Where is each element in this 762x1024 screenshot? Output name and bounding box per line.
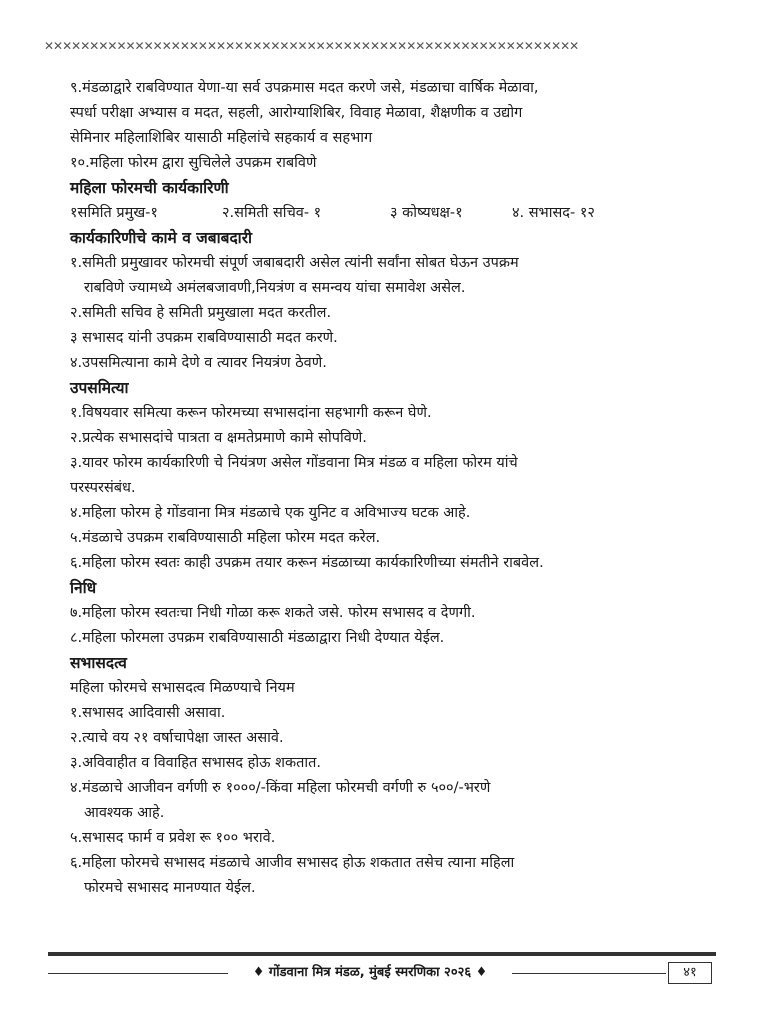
officer-members: ४. सभासद- १२ — [512, 205, 595, 221]
subcommittee-item-1: १.विषयवार समित्या करून फोरमच्या सभासदांना सहभागी करून घेणे. — [70, 405, 432, 421]
membership-item-1: १.सभासद आदिवासी असावा. — [70, 705, 226, 721]
intro-item-9-line-1: ९.मंडळाद्वारे राबविण्यात येणा-या सर्व उपक्रमास मदत करणे जसे, मंडळाचा वार्षिक मेळावा, — [70, 80, 539, 96]
duties-item-1-line-1: १.समिती प्रमुखावर फोरमची संपूर्ण जबाबदारी असेल त्यांनी सर्वांना सोबत घेऊन उपक्रम — [70, 255, 519, 271]
officer-secretary: २.समिती सचिव- १ — [222, 205, 322, 221]
funds-item-7: ७.महिला फोरम स्वतःचा निधी गोळा करू शकते जसे. फोरम सभासद व देणगी. — [70, 605, 476, 621]
membership-item-5: ५.सभासद फार्म व प्रवेश रू १०० भरावे. — [70, 830, 276, 846]
subcommittee-item-6: ६.महिला फोरम स्वतः काही उपक्रम तयार करून मंडळाच्या कार्यकारिणीच्या संमतीने राबवेल. — [70, 555, 544, 571]
subcommittee-heading: उपसमित्या — [70, 379, 129, 397]
membership-item-6-line-1: ६.महिला फोरमचे सभासद मंडळाचे आजीव सभासद होऊ शकतात तसेच त्याना महिला — [70, 855, 515, 871]
duties-heading: कार्यकारिणीचे कामे व जबाबदारी — [70, 229, 253, 247]
subcommittee-item-5: ५.मंडळाचे उपक्रम राबविण्यासाठी महिला फोरम मदत करेल. — [70, 530, 381, 546]
membership-item-4-line-1: ४.मंडळाचे आजीवन वर्गणी रु १०००/-किंवा महिला फोरमची वर्गणी रु ५००/-भरणे — [70, 780, 491, 796]
membership-item-3: ३.अविवाहीत व विवाहित सभासद होऊ शकतात. — [70, 755, 322, 771]
footer-rule-right — [512, 973, 666, 974]
membership-item-4-line-2: आवश्यक आहे. — [84, 805, 165, 821]
committee-officers-row — [70, 201, 710, 226]
duties-item-3: ३ सभासद यांनी उपक्रम राबविण्यासाठी मदत करणे. — [70, 330, 338, 346]
footer-divider — [48, 952, 716, 956]
subcommittee-item-2: २.प्रत्येक सभासदांचे पात्रता व क्षमतेप्रमाणे कामे सोपविणे. — [70, 430, 367, 446]
duties-item-2: २.समिती सचिव हे समिती प्रमुखाला मदत करतील. — [70, 305, 332, 321]
intro-item-9-line-2: स्पर्धा परीक्षा अभ्यास व मदत, सहली, आरोग्याशिबिर, विवाह मेळावा, शैक्षणीक व उद्योग — [70, 105, 523, 121]
page-number: ४१ — [668, 962, 712, 984]
intro-item-9-line-3: सेमिनार महिलाशिबिर यासाठी महिलांचे सहकार्य व सहभाग — [70, 130, 373, 146]
subcommittee-item-3-line-1: ३.यावर फोरम कार्यकारिणी चे नियंत्रण असेल गोंडवाना मित्र मंडळ व महिला फोरम यांचे — [70, 455, 518, 471]
page-content — [70, 76, 710, 901]
top-decorative-border: ✕✕✕✕✕✕✕✕✕✕✕✕✕✕✕✕✕✕✕✕✕✕✕✕✕✕✕✕✕✕✕✕✕✕✕✕✕✕✕✕✕✕✕✕✕✕✕✕✕✕✕✕✕✕✕✕✕✕✕ — [44, 40, 579, 52]
footer-rule-left — [48, 973, 228, 974]
subcommittee-item-4: ४.महिला फोरम हे गोंडवाना मित्र मंडळाचे एक युनिट व अविभाज्य घटक आहे. — [70, 505, 471, 521]
membership-heading: सभासदत्व — [70, 654, 127, 672]
subcommittee-item-3-line-2: परस्परसंबंध. — [70, 480, 136, 496]
membership-item-6-line-2: फोरमचे सभासद मानण्यात येईल. — [84, 880, 256, 896]
funds-item-8: ८.महिला फोरमला उपक्रम राबविण्यासाठी मंडळाद्वारा निधी देण्यात येईल. — [70, 630, 445, 646]
officer-treasurer: ३ कोष्यधक्ष-१ — [390, 205, 463, 221]
funds-heading: निधि — [70, 579, 97, 597]
membership-item-2: २.त्याचे वय २१ वर्षाचापेक्षा जास्त असावे. — [70, 730, 284, 746]
footer-title: ♦ गोंडवाना मित्र मंडळ, मुंबई स्मरणिका २०२६ ♦ — [252, 965, 488, 980]
membership-subheading: महिला फोरमचे सभासदत्व मिळण्याचे नियम — [70, 680, 295, 696]
duties-item-4: ४.उपसमित्याना कामे देणे व त्यावर नियत्रंण ठेवणे. — [70, 355, 327, 371]
page-footer — [48, 962, 716, 984]
duties-item-1-line-2: राबविणे ज्यामध्ये अमंलबजावणी,नियत्रंण व समन्वय यांचा समावेश असेल. — [84, 280, 466, 296]
officer-president: १समिति प्रमुख-१ — [70, 205, 158, 221]
committee-heading: महिला फोरमची कार्यकारिणी — [70, 179, 229, 197]
intro-item-10: १०.महिला फोरम द्वारा सुचिलेले उपक्रम राबविणे — [70, 155, 317, 171]
